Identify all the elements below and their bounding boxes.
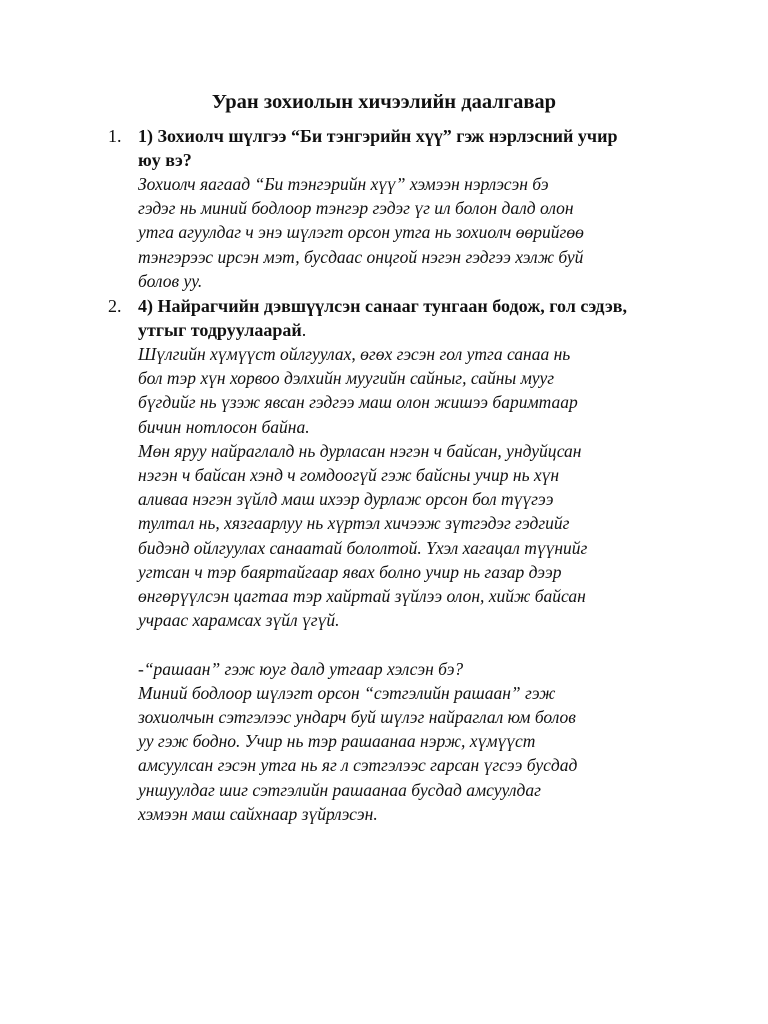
answer-2 bbox=[138, 342, 688, 826]
question-line: юу вэ? bbox=[138, 150, 192, 170]
list-item-content bbox=[138, 124, 688, 293]
answer-line: бичин нотлосон байна. bbox=[138, 416, 310, 437]
answer-1 bbox=[138, 172, 688, 293]
answer-line: тултал нь, хязгаарлуу нь хүртэл хичээж зүтгэдэг гэдгийг bbox=[138, 513, 570, 534]
question-line-with-end bbox=[138, 318, 688, 342]
sub-question-line: -“рашаан” гэж юуг далд утгаар хэлсэн бэ? bbox=[138, 658, 464, 679]
list-number: 1. bbox=[108, 126, 122, 146]
answer-line: гэдэг нь миний бодлоор тэнгэр гэдэг үг ил болон далд олон bbox=[138, 198, 574, 219]
answer-line: нэгэн ч байсан хэнд ч гомдоогүй гэж байсны учир нь хүн bbox=[138, 465, 560, 486]
answer-line: Зохиолч яагаад “Би тэнгэрийн хүү” хэмээн нэрлэсэн бэ bbox=[138, 174, 549, 194]
question-1 bbox=[138, 124, 688, 172]
answer-line: амсуулсан гэсэн утга нь яг л сэтгэлээс гарсан үгсээ бусдад bbox=[138, 755, 578, 776]
answer-line: зохиолчын сэтгэлээс ундарч буй шүлэг найраглал юм болов bbox=[138, 707, 576, 728]
answer-line: утга агуулдаг ч энэ шүлэгт орсон утга нь зохиолч өөрийгөө bbox=[138, 222, 584, 243]
answer-line: уншуулдаг шиг сэтгэлийн рашаанаа бусдад амсуулдаг bbox=[138, 779, 541, 800]
answer-line: учраас харамсах зүйл үгүй. bbox=[138, 610, 340, 631]
list-item-content bbox=[138, 294, 688, 826]
answer-line: болов уу. bbox=[138, 270, 203, 291]
list-number: 2. bbox=[108, 296, 122, 316]
answer-line: уу гэж бодно. Учир нь тэр рашаанаа нэрж, хүмүүст bbox=[138, 731, 536, 752]
answer-line: аливаа нэгэн зүйлд маш ихээр дурлаж орсон бол түүгээ bbox=[138, 489, 554, 510]
question-2 bbox=[138, 294, 688, 342]
answer-line: бүгдийг нь үзэж явсан гэдгээ маш олон жишээ баримтаар bbox=[138, 392, 578, 413]
answer-line: угтсан ч тэр баяртайгаар явах болно учир нь газар дээр bbox=[138, 561, 562, 582]
answer-line: Миний бодлоор шүлэгт орсон “сэтгэлийн рашаан” гэж bbox=[138, 682, 556, 703]
answer-line: тэнгэрээс ирсэн мэт, бусдаас онцгой нэгэн гэдгээ хэлж буй bbox=[138, 246, 584, 267]
document-title: Уран зохиолын хичээлийн даалгавар bbox=[211, 91, 557, 113]
answer-line: хэмээн маш сайхнаар зүйрлэсэн. bbox=[138, 803, 378, 824]
answer-line: бидэнд ойлгуулах санаатай бололтой. Үхэл хагацал түүнийг bbox=[138, 537, 588, 558]
answer-line: Мөн яруу найраглалд нь дурласан нэгэн ч байсан, ундуйцсан bbox=[138, 440, 582, 461]
question-line: 1) Зохиолч шүлгээ “Би тэнгэрийн хүү” гэж нэрлэсний учир bbox=[138, 126, 618, 146]
question-line-text: утгыг тодруулаарай bbox=[138, 320, 302, 340]
answer-line: Шүлгийн хүмүүст ойлгуулах, өгөх гэсэн гол утга санаа нь bbox=[138, 344, 571, 364]
question-line: 4) Найрагчийн дэвшүүлсэн санааг тунгаан бодож, гол сэдэв, bbox=[138, 296, 627, 316]
answer-line: бол тэр хүн хорвоо дэлхийн муугийн сайныг, сайны мууг bbox=[138, 368, 555, 389]
answer-line: өнгөрүүлсэн цагтаа тэр хайртай зүйлээ олон, хийж байсан bbox=[138, 586, 586, 607]
blank-line bbox=[138, 632, 688, 656]
question-end-period: . bbox=[301, 320, 307, 340]
